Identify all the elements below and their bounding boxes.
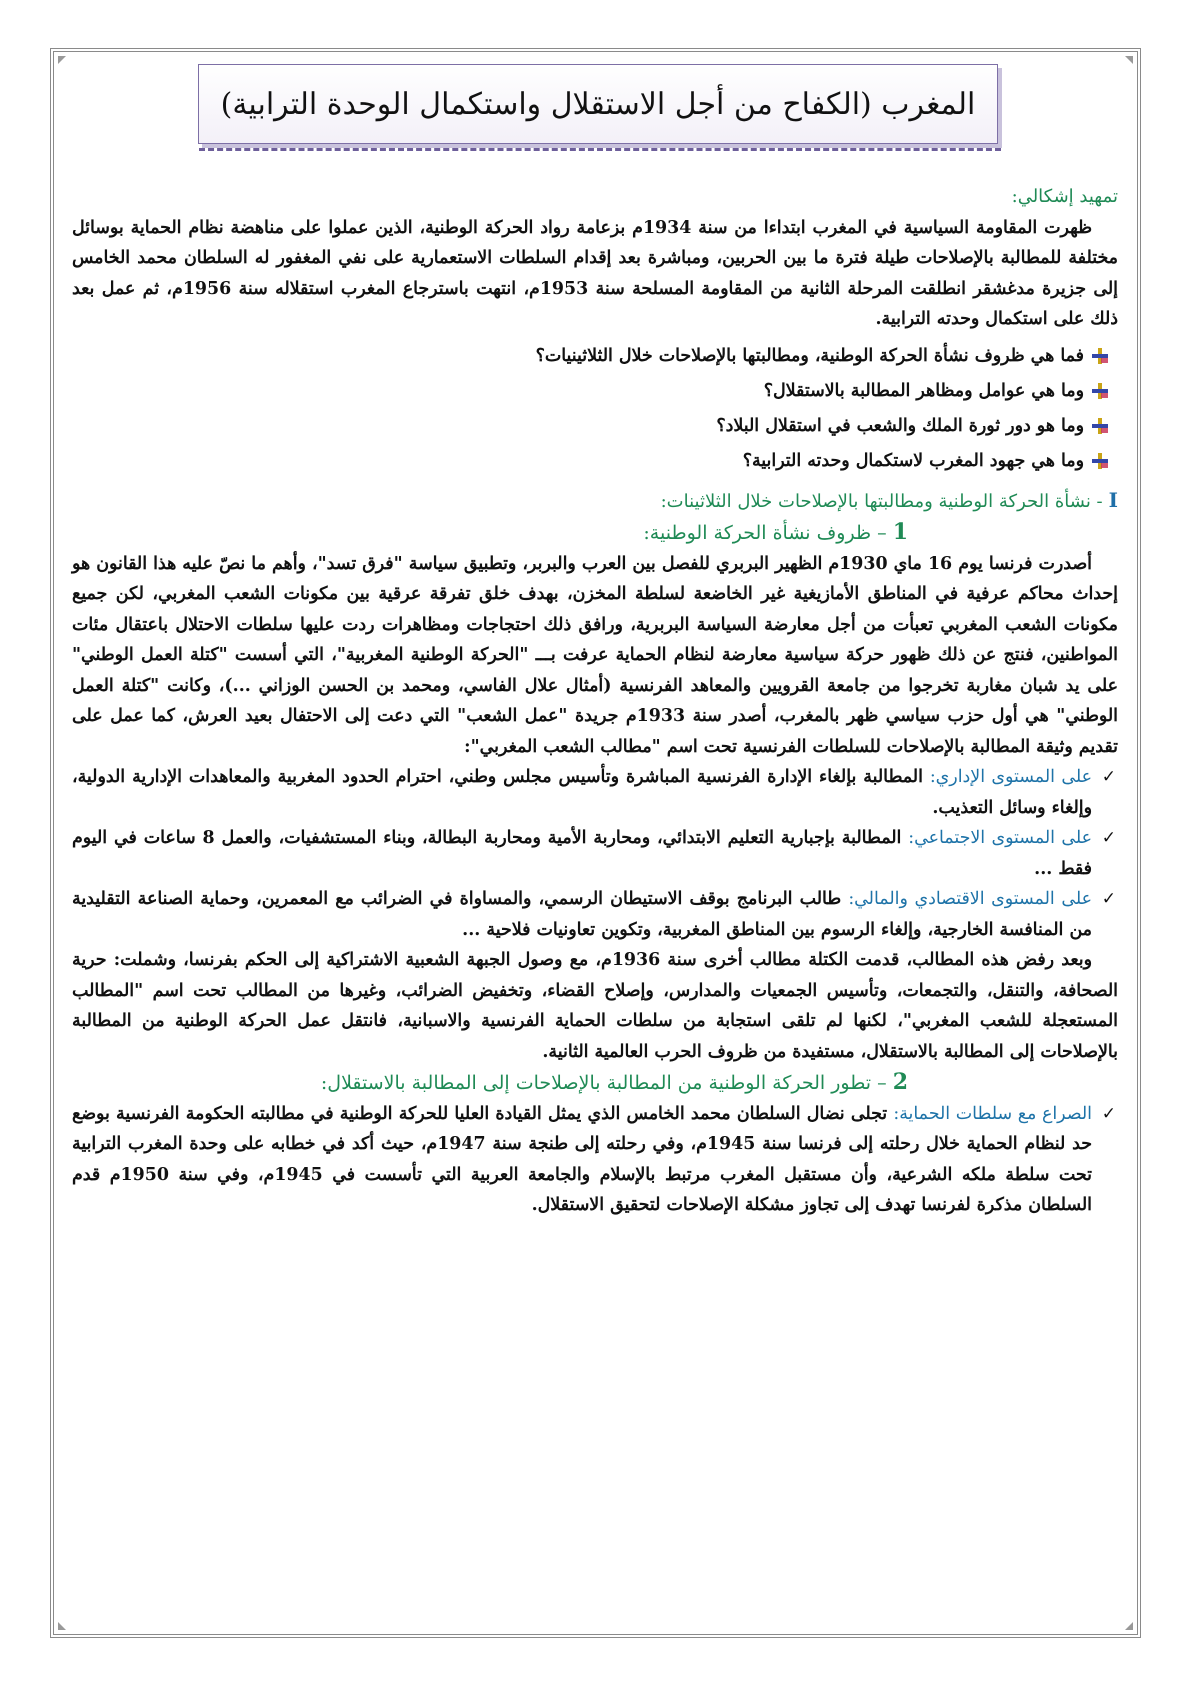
check-icon: ✓ [1101,1103,1116,1124]
question-item: وما هو دور ثورة الملك والشعب في استقلال البلاد؟ [72,409,1108,444]
intro-paragraph: ظهرت المقاومة السياسية في المغرب ابتداءا من سنة 1934م بزعامة رواد الحركة الوطنية، الذين عملوا على مناهضة نظام الحماية بوسائل مختلفة للمطالبة بالإصلاحات طيلة فترة ما بين الحربين، ومباشرة بعد إقدام السلطات الاستعمارية على نفي المغفور له السلطان محمد الخامس إلى جزيرة مدغشقر انطلقت المرحلة الثانية من المقاومة المسلحة سنة 1953م، انتهت باسترجاع المغرب استقلاله سنة 1956م، ثم عمل بعد ذلك على استكمال وحدته الترابية. [72,217,1118,329]
check-icon: ✓ [1101,828,1116,848]
corner-ornament [1125,1622,1133,1630]
section-heading: I- نشأة الحركة الوطنية ومطالبتها بالإصلاحات خلال الثلاثينات: [660,487,1118,512]
plus-bullet-icon [1092,383,1108,399]
corner-ornament [58,56,66,64]
intro-heading: تمهيد إشكالي: [1011,186,1118,207]
plus-bullet-icon [1092,348,1108,364]
demands-list [72,762,1118,945]
struggle-item: ✓ الصراع مع سلطات الحماية: تجلى نضال السلطان محمد الخامس الذي يمثل القيادة العليا للحركة الوطنية في مطالبته الحكومة الفرنسية بوضع حد لنظام الحماية خلال رحلته إلى فرنسا سنة 1945م، وفي رحلته إلى طنجة سنة 1947م، حيث أكد في خطابه على وحدة المغرب الترابية تحت سلطة ملكه الشرعية، وأن مستقبل المغرب مرتبط بالإسلام والجامعة العربية التي تأسست في 1945م، وفي سنة 1950م قدم السلطان مذكرة لفرنسا تهدف إلى تجاوز مشكلة الإصلاحات لتحقيق الاستقلال. [72,1099,1118,1221]
check-icon: ✓ [1101,889,1116,909]
question-item: وما هي عوامل ومظاهر المطالبة بالاستقلال؟ [72,374,1108,409]
plus-bullet-icon [1092,453,1108,469]
document-body [72,182,1118,1221]
title-box [198,64,998,144]
demand-item: ✓ على المستوى الاقتصادي والمالي: طالب البرنامج بوقف الاستيطان الرسمي، والمساواة في الضرائب مع المعمرين، وحماية الصناعة التقليدية من المنافسة الخارجية، وإلغاء الرسوم بين المناطق المغربية، وتكوين تعاونيات فلاحية ... [72,884,1118,945]
struggle-list [72,1099,1118,1221]
corner-ornament [1125,56,1133,64]
corner-ornament [58,1622,66,1630]
check-icon: ✓ [1101,767,1116,787]
demand-item: ✓ على المستوى الاجتماعي: المطالبة بإجبارية التعليم الابتدائي، ومحاربة الأمية ومحاربة البطالة، وبناء المستشفيات، والعمل 8 ساعات في اليوم فقط ... [72,823,1118,884]
after-demands-paragraph: وبعد رفض هذه المطالب، قدمت الكتلة مطالب أخرى سنة 1936م، مع وصول الجبهة الشعبية الاشتراكية إلى الحكم بفرنسا، وشملت: حرية الصحافة، والتنقل، والتجمعات، وتأسيس الجمعيات والمدارس، وإصلاح القضاء، وتخفيض الضرائب، وغيرها من المطالب تحت اسم "المطالب المستعجلة للشعب المغربي"، لكنها لم تلقى استجابة من سلطات الحماية الفرنسية والاسبانية، فانتقل عمل الحركة الوطنية من المطالبة بالإصلاحات إلى المطالبة بالاستقلال، مستفيدة من ظروف الحرب العالمية الثانية. [72,950,1118,1062]
questions-list [72,339,1118,479]
plus-bullet-icon [1092,418,1108,434]
question-item: وما هي جهود المغرب لاستكمال وحدته الترابية؟ [72,444,1108,479]
page-title: المغرب (الكفاح من أجل الاستقلال واستكمال الوحدة الترابية) [220,86,976,122]
subsection-paragraph: أصدرت فرنسا يوم 16 ماي 1930م الظهير البربري للفصل بين العرب والبربر، وتطبيق سياسة "فرق تسد"، وأهم ما نصّ عليه هذا القانون هو إحداث محاكم عرفية في المناطق الأمازيغية غير الخاضعة لسلطة المخزن، بهدف خلق تفرقة عرقية بين مكونات الشعب المغربي، لكن جميع مكونات الشعب المغربي تعبأت من أجل معارضة السياسة البربرية، ورافق ذلك احتجاجات ومظاهرات ردت عليها سلطات الاحتلال باعتقال مئات المواطنين، فنتج عن ذلك ظهور حركة سياسية معارضة لنظام الحماية عرفت بـــ "الحركة الوطنية المغربية"، التي أسست "كتلة العمل الوطني" على يد شبان مغاربة تخرجوا من جامعة القرويين والمعاهد الفرنسية (أمثال علال الفاسي، ومحمد بن الحسن الوزاني ...)، وكانت "كتلة العمل الوطني" هي أول حزب سياسي ظهر بالمغرب، أصدر سنة 1933م جريدة "عمل الشعب" التي دعت إلى الاحتفال بعيد العرش، كما عمل على تقديم وثيقة المطالبة بالإصلاحات للسلطات الفرنسية تحت اسم "مطالب الشعب المغربي": [72,553,1118,757]
subsection-heading: 2 – تطور الحركة الوطنية من المطالبة بالإصلاحات إلى المطالبة بالاستقلال: [320,1069,908,1095]
question-item: فما هي ظروف نشأة الحركة الوطنية، ومطالبتها بالإصلاحات خلال الثلاثينيات؟ [72,339,1108,374]
demand-item: ✓ على المستوى الإداري: المطالبة بإلغاء الإدارة الفرنسية المباشرة وتأسيس مجلس وطني، احترام الحدود المغربية والمعاهدات الإدارية الدولية، وإلغاء وسائل التعذيب. [72,762,1118,823]
subsection-heading: 1 – ظروف نشأة الحركة الوطنية: [643,519,908,545]
section-number: I [1108,487,1118,512]
